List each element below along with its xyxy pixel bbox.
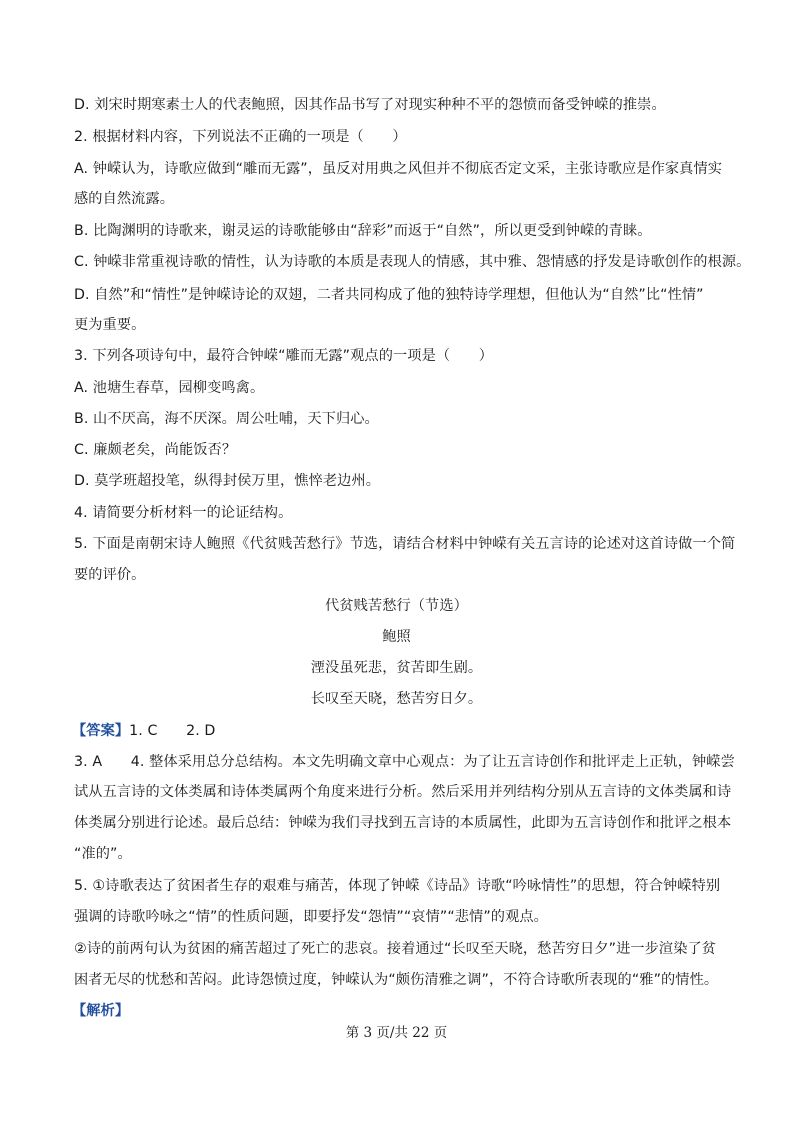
question-stem: 要的评价。 [74, 567, 146, 583]
option-text: 更为重要。 [74, 317, 146, 333]
analysis-tag: 【解析】 [72, 1003, 130, 1019]
answer-text: ②诗的前两句认为贫困的痛苦超过了死亡的悲哀。接着通过“长叹至天晓，愁苦穷日夕”进一步渲染了贫 [74, 941, 717, 957]
answer-text: 3. A 4. 整体采用总分总结构。本文先明确文章中心观点：为了让五言诗创作和批评走上正轨，钟嵘尝 [74, 754, 735, 770]
question-stem: 5. 下面是南朝宋诗人鲍照《代贫贱苦愁行》节选，请结合材料中钟嵘有关五言诗的论述对这首诗做一个简 [74, 536, 736, 552]
option-text: B. 比陶渊明的诗歌来，谢灵运的诗歌能够由“辞彩”而返于“自然”，所以更受到钟嵘的青睐。 [74, 223, 652, 239]
option-text: D. 刘宋时期寒素士人的代表鲍照，因其作品书写了对现实种种不平的怨愤而备受钟嵘的推崇。 [74, 97, 666, 113]
option-text: 感的自然流露。 [74, 191, 175, 207]
answer-text: 困者无尽的忧愁和苦闷。此诗怨愤过度，钟嵘认为“颇伤清雅之调”，不符合诗歌所表现的“雅”的情性。 [74, 972, 719, 988]
option-text: D. 莫学班超投笔，纵得封侯万里，憔悴老边州。 [74, 473, 380, 489]
answer-text: 试从五言诗的文体类属和诗体类属两个角度来进行分析。然后采用并列结构分别从五言诗的文体类属和诗 [74, 784, 732, 800]
poem-author: 鲍照 [382, 629, 411, 645]
answer-text: 体类属分别进行论述。最后总结：钟嵘为我们寻找到五言诗的本质属性，此即为五言诗创作和批评之根本 [74, 815, 732, 831]
answer-text: 强调的诗歌吟咏之“情”的性质问题，即要抒发“怨情”“哀情”“悲情”的观点。 [74, 909, 548, 925]
option-text: C. 钟嵘非常重视诗歌的情性，认为诗歌的本质是表现人的情感，其中雅、怨情感的抒发是诗歌创作的根源。 [74, 254, 751, 270]
answer-tag: 【答案】 [72, 723, 130, 739]
option-text: A. 池塘生春草，园柳变鸣禽。 [74, 380, 265, 396]
answer-line [72, 721, 215, 741]
question-stem: 2. 根据材料内容，下列说法不正确的一项是（ ） [74, 129, 407, 145]
option-text: C. 廉颇老矣，尚能饭否？ [74, 442, 237, 458]
question-stem: 3. 下列各项诗句中，最符合钟嵘“雕而无露”观点的一项是（ ） [74, 348, 494, 364]
question-stem: 4. 请简要分析材料一的论证结构。 [74, 505, 293, 521]
answer-text: 5. ①诗歌表达了贫困者生存的艰难与痛苦，体现了钟嵘《诗品》诗歌“吟咏情性”的思想，符合钟嵘特别 [74, 878, 721, 894]
page-number: 第 3 页/共 22 页 [345, 1025, 448, 1041]
option-text: D. 自然”和“情性”是钟嵘诗论的双翅，二者共同构成了他的独特诗学理想，但他认为“自然”比“性情” [74, 287, 704, 303]
poem-title: 代贫贱苦愁行（节选） [325, 598, 468, 614]
poem-line: 长叹至天晓，愁苦穷日夕。 [310, 691, 483, 707]
poem-line: 湮没虽死悲，贫苦即生剧。 [310, 660, 483, 676]
option-text: A. 钟嵘认为，诗歌应做到“雕而无露”，虽反对用典之风但并不彻底否定文采，主张诗歌应是作家真情实 [74, 161, 723, 177]
answer-text: “准的”。 [74, 846, 132, 862]
option-text: B. 山不厌高，海不厌深。周公吐哺，天下归心。 [74, 411, 379, 427]
answer-values: 1. C 2. D [129, 723, 216, 739]
